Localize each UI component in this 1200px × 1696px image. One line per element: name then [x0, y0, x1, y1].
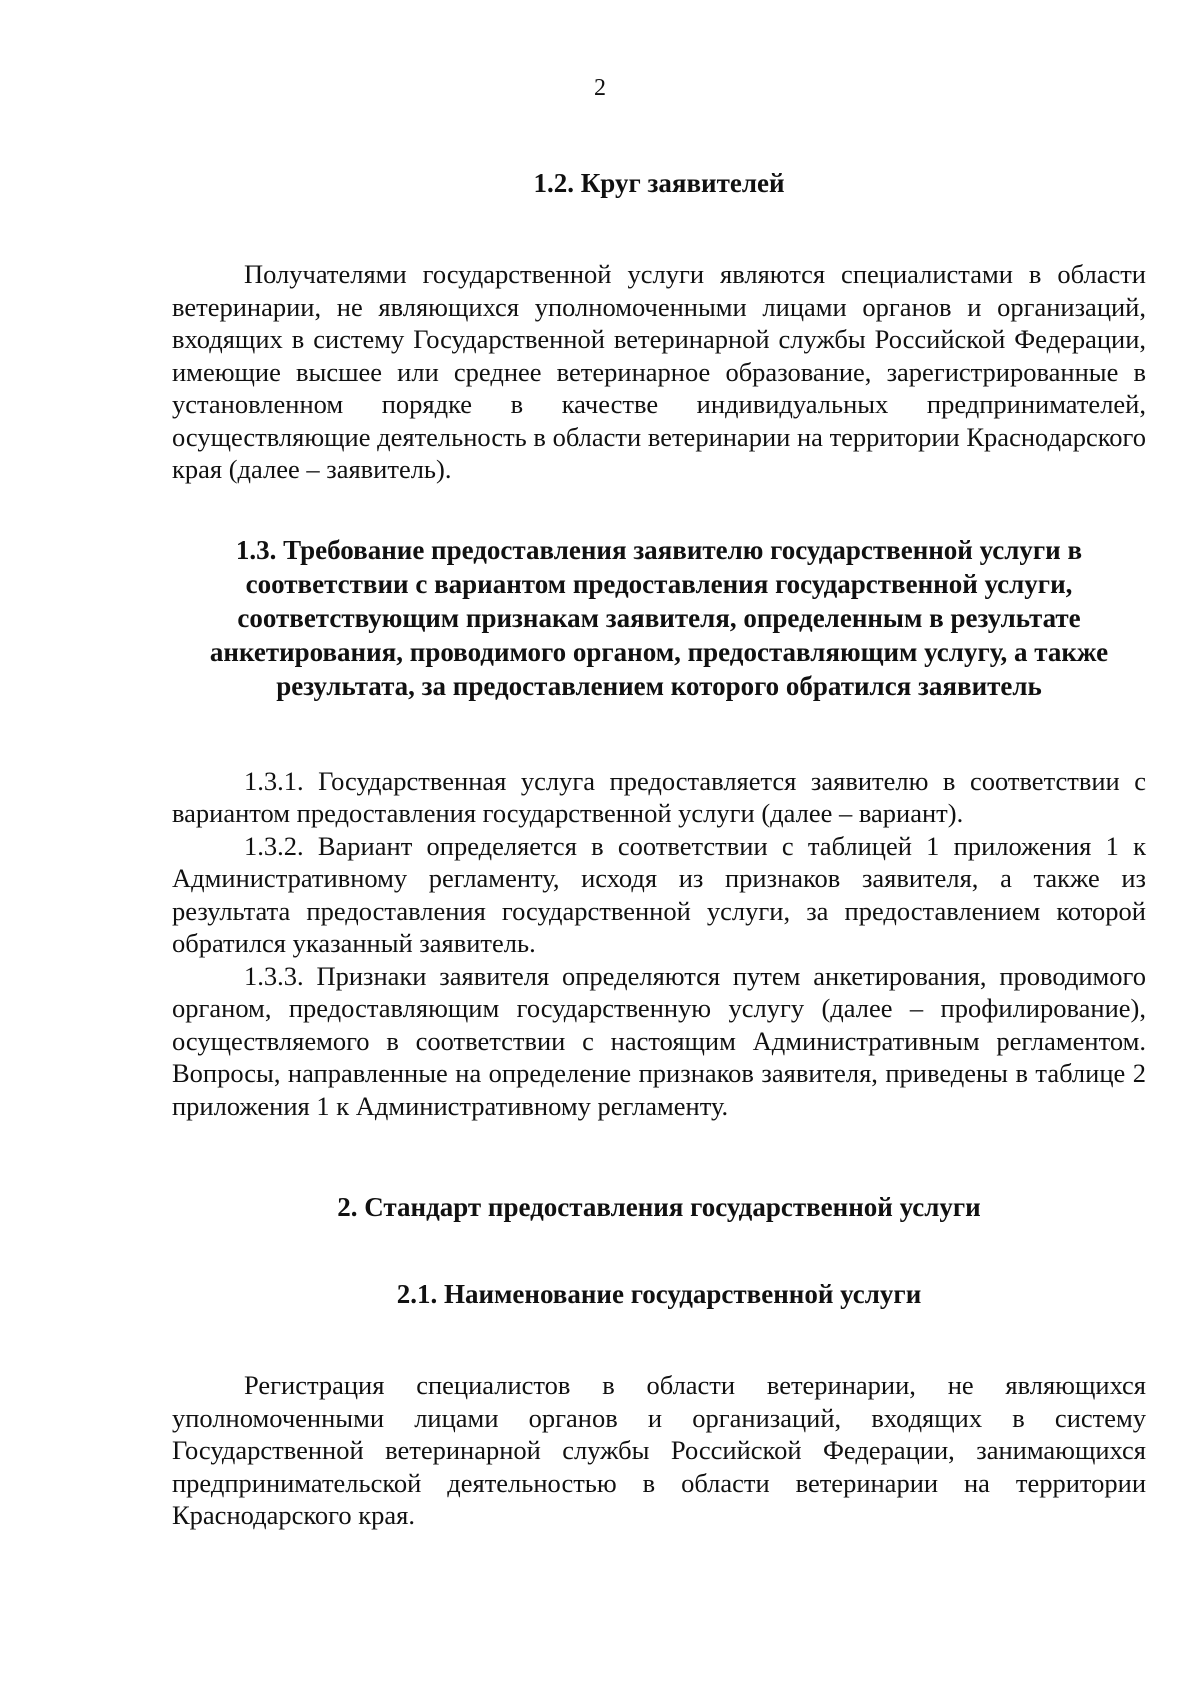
document-body — [172, 166, 1146, 1532]
section-1-3-heading: 1.3. Требование предоставления заявителю государственной услуги в соответствии с вариантом предоставления государственной услуги, соответствующим признакам заявителя, определенным в результате анкетирования, проводимого органом, предоставляющим услугу, а также результата, за предоставлением которого обратился заявитель — [209, 534, 1109, 701]
section-1-2-heading: 1.2. Круг заявителей — [533, 168, 785, 198]
section-1-2-paragraph: Получателями государственной услуги являются специалистами в области ветеринарии, не являющихся уполномоченными лицами органов и организаций, входящих в систему Государственной ветеринарной службы Российской Федерации, имеющие высшее или среднее ветеринарное образование, зарегистрированные в установленном порядке в качестве индивидуальных предпринимателей, осуществляющие деятельность в области ветеринарии на территории Краснодарского края (далее – заявитель). — [172, 259, 1146, 484]
section-1-3-3-paragraph: 1.3.3. Признаки заявителя определяются путем анкетирования, проводимого органом, предоставляющим государственную услугу (далее – профилирование), осуществляемого в соответствии с настоящим Административным регламентом. Вопросы, направленные на определение признаков заявителя, приведены в таблице 2 приложения 1 к Административному регламенту. — [172, 960, 1146, 1121]
section-1-3-1-paragraph: 1.3.1. Государственная услуга предоставляется заявителю в соответствии с вариантом предоставления государственной услуги (далее – вариант). — [172, 765, 1146, 828]
section-1-3-2-paragraph: 1.3.2. Вариант определяется в соответствии с таблицей 1 приложения 1 к Административному регламенту, исходя из признаков заявителя, а также из результата предоставления государственной услуги, за предоставлением которой обратился указанный заявитель. — [172, 830, 1146, 958]
section-2-heading: 2. Стандарт предоставления государственной услуги — [337, 1192, 981, 1222]
page-number: 2 — [594, 75, 606, 101]
section-2-1-heading: 2.1. Наименование государственной услуги — [396, 1279, 922, 1309]
section-2-1-paragraph: Регистрация специалистов в области ветеринарии, не являющихся уполномоченными лицами органов и организаций, входящих в систему Государственной ветеринарной службы Российской Федерации, занимающихся предпринимательской деятельностью в области ветеринарии на территории Краснодарского края. — [172, 1370, 1146, 1530]
